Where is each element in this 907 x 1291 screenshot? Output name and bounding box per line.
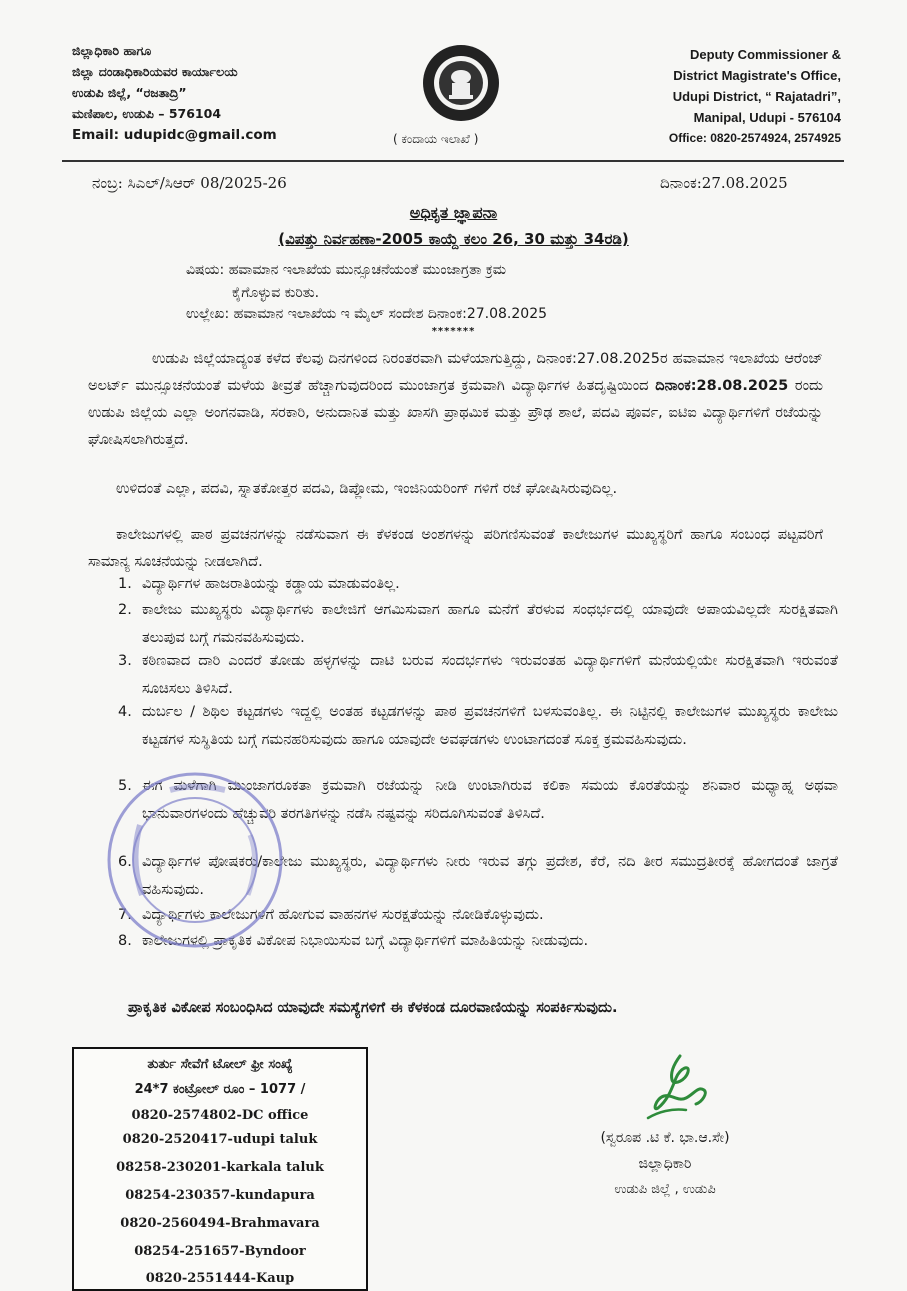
item-number: 4. — [118, 704, 132, 720]
helpline-box — [72, 1047, 368, 1291]
separator-stars: ******* — [431, 326, 476, 337]
list-item — [118, 699, 838, 754]
item-text: ಕಾಲೇಜು ಮುಖ್ಯಸ್ಥರು ವಿದ್ಯಾರ್ಥಿಗಳು ಕಾಲೇಜಿಗೆ ಆಗಮಿಸುವಾಗ ಹಾಗೂ ಮನೆಗೆ ತೆರಳುವ ಸಂಧರ್ಭದಲ್ಲಿ ಯಾವುದೇ ಅಪಾಯವಿಲ್ಲದೇ ಸುರಕ್ಷಿತವಾಗಿ ತಲುಪುವ ಬಗ್ಗೆ ಗಮನವಹಿಸುವುದು. — [142, 602, 838, 646]
handwritten-signature — [628, 1050, 718, 1130]
paragraph-text: ರಂದು ಉಡುಪಿ ಜಿಲ್ಲೆಯ ಎಲ್ಲಾ ಅಂಗನವಾಡಿ, ಸರಕಾರಿ, ಅನುದಾನಿತ ಮತ್ತು ಖಾಸಗಿ ಪ್ರಾಥಮಿಕ ಮತ್ತು ಪ್ರೌಢ ಶಾಲೆ, ಪದವಿ ಪೂರ್ವ, ಐಟಿಐ ವಿದ್ಯಾರ್ಥಿಗಳಿಗೆ ರಜೆಯನ್ನು ಘೋಷಿಸಲಾಗಿರುತ್ತದೆ. — [88, 378, 824, 448]
helpline-number: 08254-230357-kundapura — [125, 1188, 315, 1203]
office-phone: Office: 0820-2574924, 2574925 — [668, 131, 841, 145]
item-text: ವಿದ್ಯಾರ್ಥಿಗಳ ಹಾಜರಾತಿಯನ್ನು ಕಡ್ಡಾಯ ಮಾಡುವಂತಿಲ್ಲ. — [142, 576, 400, 592]
helpline-number: 0820-2574802-DC office — [131, 1108, 309, 1123]
reference-number: ನಂಬ್ರ: ಸಿಎಲ್/ಸಿಆರ್ 08/2025-26 — [92, 174, 287, 192]
item-number: 7. — [118, 907, 132, 923]
document-subtitle: (ವಿಪತ್ತು ನಿರ್ವಹಣಾ-2005 ಕಾಯ್ದೆ ಕಲಂ 26, 30 ಮತ್ತು 34ರಡಿ) — [278, 230, 629, 248]
helpline-number: 0820-2560494-Brahmavara — [120, 1216, 320, 1231]
item-text: ಕಠಿಣವಾದ ದಾರಿ ಎಂದರೆ ತೋಡು ಹಳ್ಳಗಳನ್ನು ದಾಟಿ ಬರುವ ಸಂದರ್ಭಗಳು ಇರುವಂತಹ ವಿದ್ಯಾರ್ಥಿಗಳಿಗೆ ಮನೆಯಲ್ಲಿಯೇ ಸುರಕ್ಷಿತವಾಗಿ ಇರುವಂತೆ ಸೂಚಿಸಲು ತಿಳಿಸಿದೆ. — [142, 653, 838, 697]
office-address-kannada — [72, 40, 277, 146]
list-item — [118, 571, 838, 599]
helpline-number: 0820-2551444-Kaup — [145, 1271, 295, 1286]
address-line: District Magistrate's Office, — [673, 68, 841, 83]
item-text: ವಿದ್ಯಾರ್ಥಿಗಳು ಕಾಲೇಜುಗಳಿಗೆ ಹೋಗುವ ವಾಹನಗಳ ಸುರಕ್ಷತೆಯನ್ನು ನೋಡಿಕೊಳ್ಳುವುದು. — [142, 907, 544, 923]
paragraph-text: ಉಡುಪಿ ಜಿಲ್ಲೆಯಾದ್ಯಂತ ಕಳೆದ ಕೆಲವು ದಿನಗಳಿಂದ ನಿರಂತರವಾಗಿ ಮಳೆಯಾಗುತ್ತಿದ್ದು, ದಿನಾಂಕ:27.08.2025ರ ಹವಾಮಾನ ಇಲಾಖೆಯ ಆರೆಂಜ್ ಅಲರ್ಟ್ ಮುನ್ಸೂಚನೆಯಂತೆ ಮಳೆಯ ತೀವ್ರತೆ ಹೆಚ್ಚಾಗುವುದರಿಂದ ಮುಂಜಾಗ್ರತ ಕ್ರಮವಾಗಿ ವಿದ್ಯಾರ್ಥಿಗಳ ಹಿತದೃಷ್ಟಿಯಿಂದ — [88, 351, 823, 394]
karnataka-emblem-icon — [421, 43, 501, 123]
signatory-place: ಉಡುಪಿ ಜಿಲ್ಲೆ , ಉಡುಪಿ — [614, 1182, 716, 1197]
helpline-number: 0820-2520417-udupi taluk — [122, 1132, 318, 1147]
subject-line: ಕೈಗೊಳ್ಳುವ ಕುರಿತು. — [232, 285, 320, 301]
address-line: Udupi District, “ Rajatadri”, — [672, 89, 841, 104]
signatory-designation: ಜಿಲ್ಲಾಧಿಕಾರಿ — [638, 1156, 692, 1172]
emblem-caption: ( ಕಂದಾಯ ಇಲಾಖೆ ) — [393, 132, 479, 146]
body-paragraph — [88, 346, 823, 454]
reference-line: ಉಲ್ಲೇಖ: ಹವಾಮಾನ ಇಲಾಖೆಯ ಇ ಮೈಲ್ ಸಂದೇಶ ದಿನಾಂಕ:27.08.2025 — [186, 306, 548, 322]
item-text: ವಿದ್ಯಾರ್ಥಿಗಳ ಪೋಷಕರು/ಕಾಲೇಜು ಮುಖ್ಯಸ್ಥರು, ವಿದ್ಯಾರ್ಥಿಗಳು ನೀರು ಇರುವ ತಗ್ಗು ಪ್ರದೇಶ, ಕೆರೆ, ನದಿ ತೀರ ಸಮುದ್ರತೀರಕ್ಕೆ ಹೋಗದಂತೆ ಜಾಗ್ರತೆ ವಹಿಸುವುದು. — [142, 854, 838, 898]
control-room-number: 24*7 ಕಂಟ್ರೋಲ್ ರೂಂ – 1077 / — [134, 1082, 306, 1097]
address-line: Manipal, Udupi - 576104 — [693, 110, 841, 125]
item-number: 3. — [118, 653, 132, 669]
signature-block — [565, 1125, 765, 1203]
address-line: ಮಣಿಪಾಲ, ಉಡುಪಿ – 576104 — [72, 106, 222, 121]
list-item — [118, 597, 838, 652]
item-text: ಕಾಲೇಜುಗಳಲ್ಲಿ ಪ್ರಾಕೃತಿಕ ವಿಕೋಪ ನಿಭಾಯಿಸುವ ಬಗ್ಗೆ ವಿದ್ಯಾರ್ಥಿಗಳಿಗೆ ಮಾಹಿತಿಯನ್ನು ನೀಡುವುದು. — [142, 933, 589, 949]
address-line: ಉಡುಪಿ ಜಿಲ್ಲೆ, “ರಜತಾದ್ರಿ” — [72, 85, 187, 100]
item-number: 5. — [118, 778, 132, 794]
address-line: Deputy Commissioner & — [690, 47, 841, 62]
body-paragraph: ಕಾಲೇಜುಗಳಲ್ಲಿ ಪಾಠ ಪ್ರವಚನಗಳನ್ನು ನಡೆಸುವಾಗ ಈ ಕೆಳಕಂಡ ಅಂಶಗಳನ್ನು ಪರಿಗಣಿಸುವಂತೆ ಕಾಲೇಜುಗಳ ಮುಖ್ಯಸ್ಥರಿಗೆ ಹಾಗೂ ಸಂಬಂಧ ಪಟ್ಟವರಿಗೆ ಸಾಮಾನ್ಯ ಸೂಚನೆಯನ್ನು ನೀಡಲಾಗಿದೆ. — [88, 527, 823, 570]
item-number: 8. — [118, 933, 132, 949]
address-line: ಜಿಲ್ಲಾಧಿಕಾರಿ ಹಾಗೂ — [72, 43, 152, 58]
item-text: ದುರ್ಬಲ / ಶಿಥಿಲ ಕಟ್ಟಡಗಳು ಇದ್ದಲ್ಲಿ ಅಂತಹ ಕಟ್ಟಡಗಳನ್ನು ಪಾಠ ಪ್ರವಚನಗಳಿಗೆ ಬಳಸುವಂತಿಲ್ಲ. ಈ ನಿಟ್ಟಿನಲ್ಲಿ ಕಾಲೇಜುಗಳ ಮುಖ್ಯಸ್ಥರು ಕಾಲೇಜು ಕಟ್ಟಡಗಳ ಸುಸ್ಥಿತಿಯ ಬಗ್ಗೆ ಗಮನಹರಿಸುವುದು ಹಾಗೂ ಯಾವುದೇ ಅವಘಡಗಳು ಉಂಟಾಗದಂತೆ ಸೂಕ್ತ ಕ್ರಮವಹಿಸುವುದು. — [142, 704, 838, 748]
address-line: ಜಿಲ್ಲಾ ದಂಡಾಧಿಕಾರಿಯವರ ಕಾರ್ಯಾಲಯ — [72, 64, 238, 79]
document-date: ದಿನಾಂಕ:27.08.2025 — [660, 174, 788, 192]
header-divider — [62, 160, 844, 162]
office-seal-stamp — [100, 765, 290, 955]
helpline-title: ತುರ್ತು ಸೇವೆಗೆ ಟೋಲ್ ಫ್ರೀ ಸಂಖ್ಯೆ — [147, 1057, 293, 1072]
helpline-number: 08258-230201-karkala taluk — [116, 1160, 324, 1175]
document-title: ಅಧಿಕೃತ ಜ್ಞಾಪನಾ — [409, 203, 498, 222]
item-text: ಈಗ ಮಳೆಗಾಗಿ ಮುಂಜಾಗರೂಕತಾ ಕ್ರಮವಾಗಿ ರಜೆಯನ್ನು ನೀಡಿ ಉಂಟಾಗಿರುವ ಕಲಿಕಾ ಸಮಯ ಕೊರತೆಯನ್ನು ಶನಿವಾರ ಮಧ್ಯಾಹ್ನ ಅಥವಾ ಭಾನುವಾರಗಳಂದು ಹೆಚ್ಚುವರಿ ತರಗತಿಗಳನ್ನು ನಡೆಸಿ ನಷ್ಟವನ್ನು ಸರಿದೂಗಿಸುವಂತೆ ತಿಳಿಸಿದೆ. — [142, 778, 838, 822]
holiday-date: ದಿನಾಂಕ:28.08.2025 — [655, 378, 789, 394]
contact-note: ಪ್ರಾಕೃತಿಕ ವಿಕೋಪ ಸಂಬಂಧಿಸಿದ ಯಾವುದೇ ಸಮಸ್ಯೆಗಳಿಗೆ ಈ ಕೆಳಕಂಡ ದೂರವಾಣಿಯನ್ನು ಸಂಪರ್ಕಿಸುವುದು. — [128, 1000, 618, 1016]
list-item — [118, 648, 838, 703]
subject-line: ವಿಷಯ: ಹವಾಮಾನ ಇಲಾಖೆಯ ಮುನ್ಸೂಚನೆಯಂತೆ ಮುಂಜಾಗ್ರತಾ ಕ್ರಮ — [186, 262, 507, 278]
helpline-number: 08254-251657-Byndoor — [134, 1244, 306, 1259]
signatory-name: (ಸ್ವರೂಪ .ಟಿ ಕೆ. ಭಾ.ಆ.ಸೇ) — [600, 1130, 730, 1146]
office-address-english — [669, 44, 841, 149]
item-number: 2. — [118, 602, 132, 618]
office-email: Email: udupidc@gmail.com — [72, 127, 277, 143]
item-number: 1. — [118, 576, 132, 592]
body-paragraph: ಉಳಿದಂತೆ ಎಲ್ಲಾ, ಪದವಿ, ಸ್ನಾತಕೋತ್ತರ ಪದವಿ, ಡಿಪ್ಲೋಮ, ಇಂಜಿನಿಯರಿಂಗ್ ಗಳಿಗೆ ರಜೆ ಘೋಷಿಸಿರುವುದಿಲ್ಲ. — [116, 481, 618, 497]
item-number: 6. — [118, 854, 132, 870]
